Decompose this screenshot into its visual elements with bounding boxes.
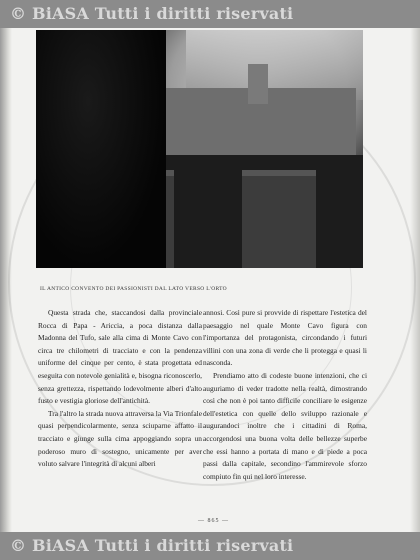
text-column-left — [38, 307, 202, 471]
watermark-bar-bottom — [0, 532, 420, 560]
page-number: — 865 — — [198, 518, 229, 524]
photo-tower — [248, 64, 268, 104]
watermark-bottom: © BiASA Tutti i diritti riservati — [10, 536, 294, 555]
paragraph: Questa strada che, staccandosi dalla provinciale Rocca di Papa - Ariccia, a poca distanza dalla Madonna del Tufo, sale alla cima di Monte Cavo con circa tre chilometri di tracciato e con la pendenza uniforme del cinque per cento, è stata progettata ed eseguita con notevole genialità e, bisogna riconoscerlo, senza grettezza, rispettando lodevolmente alberi d'alto fusto e vestigia gloriose dell'antichità. — [38, 308, 202, 406]
photo-tree — [36, 30, 166, 268]
text-column-right — [203, 307, 367, 483]
watermark-bar-top — [0, 0, 420, 28]
photo-gate-pillar-right — [242, 170, 316, 268]
figure-caption: IL ANTICO CONVENTO DEI PASSIONISTI DAL LATO VERSO L'ORTO — [40, 286, 227, 292]
paragraph: Prendiamo atto di codeste buone intenzioni, che ci auguriamo di veder tradotte nella realtà, dimostrando così che non è poi tanto difficile conciliare le esigenze dell'estetica con quelle dello sviluppo razionale e augurandoci inoltre che i cittadini di Roma, accorgendosi una buona volta delle bellezze superbe che essi hanno a portata di mano e di piede a poca passi dalla capitale, secondino l'ammirevole sforzo compiuto fin qui nel loro interesse. — [203, 370, 367, 481]
watermark-top: © BiASA Tutti i diritti riservati — [10, 4, 294, 23]
convent-photo — [36, 30, 363, 268]
document-page — [0, 28, 420, 532]
paragraph: annosi. Così pure si provvide di rispettare l'estetica del paesaggio nel quale Monte Cavo figura con l'importanza del protagonista, circondando i futuri villini con una zona di verde che li protegga e quasi li nasconda. — [203, 308, 367, 368]
paragraph: Tra l'altro la strada nuova attraversa la Via Trionfale quasi perpendicolarmente, senza sciuparne affatto il tracciato e giunge sulla cima appoggiando sopra un poderoso muro di sostegno, unicamente per aver voluto salvare l'integrità di alcuni alberi — [38, 408, 202, 469]
